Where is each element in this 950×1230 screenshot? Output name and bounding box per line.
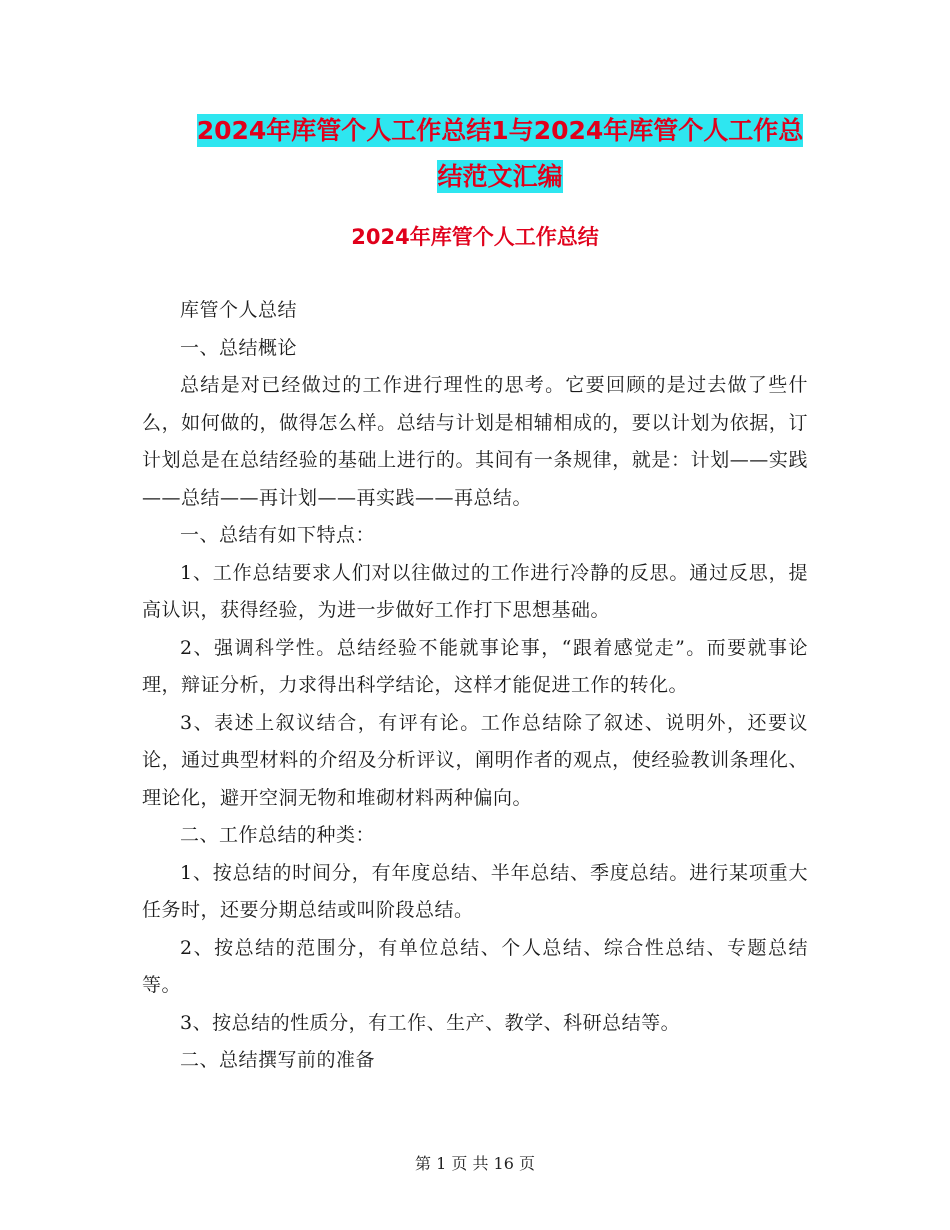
paragraph: 一、总结有如下特点： xyxy=(180,524,376,546)
paragraph: 二、总结撰写前的准备 xyxy=(180,1049,376,1071)
page-number-footer: 第 1 页 共 16 页 xyxy=(415,1154,535,1173)
paragraph: 3、按总结的性质分，有工作、生产、教学、科研总结等。 xyxy=(180,1011,681,1034)
paragraph: 库管个人总结 xyxy=(180,299,298,321)
paragraph: 1、工作总结要求人们对以往做过的工作进行冷静的反思。通过反思，提高认识，获得经验，为进一步做好工作打下思想基础。 xyxy=(142,561,808,621)
paragraph: 2、按总结的范围分，有单位总结、个人总结、综合性总结、专题总结等。 xyxy=(142,936,808,996)
paragraph: 2、强调科学性。总结经验不能就事论事，“跟着感觉走”。而要就事论理，辩证分析，力求得出科学结论，这样才能促进工作的转化。 xyxy=(142,636,808,696)
paragraph: 二、工作总结的种类： xyxy=(180,824,376,846)
paragraph: 一、总结概论 xyxy=(180,336,298,359)
section-title: 2024年库管个人工作总结 xyxy=(351,225,599,249)
paragraph: 3、表述上叙议结合，有评有论。工作总结除了叙述、说明外，还要议论，通过典型材料的介绍及分析评议，阐明作者的观点，使经验教训条理化、理论化，避开空洞无物和堆砌材料两种偏向。 xyxy=(142,711,808,809)
document-title-line1: 2024年库管个人工作总结1与2024年库管个人工作总 xyxy=(196,116,804,145)
paragraph: 总结是对已经做过的工作进行理性的思考。它要回顾的是过去做了些什么，如何做的，做得怎么样。总结与计划是相辅相成的，要以计划为依据，订计划总是在总结经验的基础上进行的。其间有一条规律，就是：计划——实践——总结——再计划——再实践——再总结。 xyxy=(142,374,808,509)
document-title-line2: 结范文汇编 xyxy=(437,162,563,191)
document-title xyxy=(120,108,880,200)
body-text xyxy=(142,292,808,1080)
paragraph: 1、按总结的时间分，有年度总结、半年总结、季度总结。进行某项重大任务时，还要分期总结或叫阶段总结。 xyxy=(142,861,808,921)
